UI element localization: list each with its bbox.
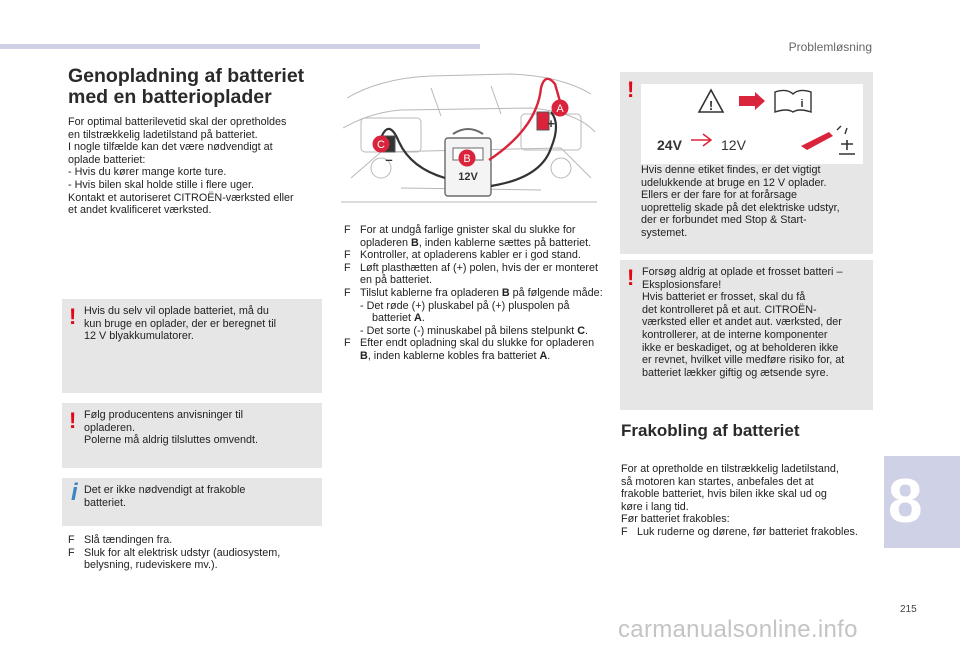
intro-paragraph bbox=[68, 116, 338, 217]
title-line: Genopladning af batteriet bbox=[68, 65, 305, 87]
bullet-icon: F bbox=[621, 525, 628, 538]
text-line: I nogle tilfælde kan det være nødvendigt at bbox=[68, 141, 273, 154]
text-line: Hvis denne etiket findes, er det vigtigt bbox=[641, 164, 821, 176]
condition-item: - Hvis bilen skal holde stille i flere uger. bbox=[68, 178, 255, 191]
text-line: så motoren kan startes, anbefales det at bbox=[621, 475, 814, 488]
minus-symbol-icon: – bbox=[385, 152, 393, 167]
sub-step-item bbox=[360, 325, 604, 338]
label-a: A bbox=[556, 103, 564, 115]
warning-icon: ! bbox=[627, 265, 635, 290]
warning-icon: ! bbox=[69, 304, 77, 329]
text-line: uoprettelig skade på det elektriske udstyr, bbox=[641, 201, 840, 214]
title-line: med en batterioplader bbox=[68, 86, 272, 108]
text-line: værksted eller et andet aut. værksted, der bbox=[642, 316, 842, 329]
ref-label: A bbox=[539, 349, 548, 362]
page-title bbox=[68, 66, 338, 108]
text-line: Før batteriet frakobles: bbox=[621, 513, 730, 526]
label-c: C bbox=[377, 139, 385, 151]
step-text: Løft plasthætten af (+) polen, hvis der er monteret en på batteriet. bbox=[360, 261, 598, 287]
warning-box-label bbox=[620, 72, 873, 254]
label-warning-text bbox=[641, 164, 869, 240]
bullet-icon: F bbox=[68, 546, 75, 559]
text-line: det kontrolleret på et aut. CITROËN- bbox=[642, 303, 817, 316]
ref-label: B bbox=[360, 349, 368, 362]
step-text: . bbox=[585, 324, 589, 337]
text-line: køre i lang tid. bbox=[621, 500, 689, 513]
text-line: ikke er beskadiget, og at beholderen ikke bbox=[642, 341, 839, 354]
ref-label: B bbox=[411, 236, 419, 249]
charger-voltage: 12V bbox=[458, 171, 478, 183]
step-text: Slå tændingen fra. bbox=[84, 534, 173, 546]
step-item bbox=[68, 534, 330, 547]
info-box bbox=[62, 478, 322, 526]
warning-box-frozen bbox=[620, 260, 873, 410]
section-title: Problemløsning bbox=[788, 40, 872, 54]
bullet-icon: F bbox=[344, 261, 351, 274]
section-heading-disconnect: Frakobling af batteriet bbox=[621, 421, 800, 440]
bullet-icon: F bbox=[344, 224, 351, 236]
text-line: er revnet, hvilket ville medføre risiko for, at bbox=[642, 354, 845, 367]
disconnect-paragraph bbox=[621, 463, 877, 539]
step-item bbox=[621, 526, 859, 539]
text-line: Det er ikke nødvendigt at frakoble bbox=[84, 484, 246, 496]
chapter-number: 8 bbox=[888, 467, 923, 536]
warning-icon: ! bbox=[627, 77, 635, 102]
text-line: For at opretholde en tilstrækkelig ladetilstand, bbox=[621, 463, 839, 475]
text-line: Følg producentens anvisninger til bbox=[84, 409, 244, 421]
stop-start-label-image bbox=[641, 84, 863, 164]
warning-box-instructions bbox=[62, 403, 322, 468]
bullet-icon: F bbox=[344, 337, 351, 350]
charger-body bbox=[445, 138, 491, 196]
info-icon: i bbox=[71, 479, 78, 506]
step-item bbox=[344, 262, 604, 287]
step-text: Sluk for alt elektrisk udstyr (audiosystem, belysning, rudeviskere mv.). bbox=[84, 546, 281, 572]
svg-text:i: i bbox=[800, 98, 804, 110]
text-line: frakoble batteriet, hvis bilen ikke skal ud og bbox=[621, 488, 827, 501]
step-text: Tilslut kablerne fra opladeren bbox=[360, 286, 502, 299]
bullet-icon: F bbox=[68, 534, 75, 546]
step-item bbox=[344, 337, 604, 362]
text-line: Ellers er der fare for at forårsage bbox=[641, 189, 798, 202]
step-text: , inden kablerne sættes på batteriet. bbox=[418, 236, 592, 249]
plus-symbol-icon: + bbox=[547, 116, 555, 131]
step-item bbox=[68, 547, 330, 572]
bullet-icon: F bbox=[344, 286, 351, 299]
ref-label: C bbox=[577, 324, 586, 337]
ref-label: B bbox=[501, 286, 510, 299]
bullet-icon: F bbox=[344, 249, 351, 262]
condition-item: - Hvis du kører mange korte ture. bbox=[68, 166, 227, 179]
text-line: kontrollerer, at de interne komponenter bbox=[642, 328, 828, 341]
text-line: et andet kvalificeret værksted. bbox=[68, 204, 212, 217]
step-text: . bbox=[547, 349, 551, 362]
label-24v: 24V bbox=[657, 137, 682, 153]
sub-step-item bbox=[360, 300, 604, 325]
warning-icon: ! bbox=[69, 408, 77, 433]
step-text: For at undgå farlige gnister skal du slukke for opladeren bbox=[360, 224, 576, 249]
label-12v: 12V bbox=[721, 137, 746, 153]
text-line: udelukkende at bruge en 12 V oplader. bbox=[641, 176, 827, 189]
text-line: systemet. bbox=[641, 226, 688, 239]
warning-text bbox=[84, 409, 314, 447]
warning-box-charger-type bbox=[62, 299, 322, 393]
charger-illustration bbox=[341, 68, 597, 210]
text-line: Hvis batteriet er frosset, skal du få bbox=[642, 291, 806, 304]
svg-text:!: ! bbox=[708, 98, 714, 113]
engine-bay-drawing bbox=[341, 68, 597, 210]
middle-steps bbox=[344, 224, 604, 363]
text-line: kun bruge en oplader, der er beregnet til bbox=[84, 317, 277, 330]
step-text: på følgende måde: bbox=[509, 286, 603, 299]
step-text: . bbox=[421, 312, 425, 325]
page-number: 215 bbox=[900, 604, 917, 615]
text-line: 12 V blyakkumulatorer. bbox=[84, 330, 194, 343]
left-steps bbox=[68, 534, 330, 572]
text-line: Polerne må aldrig tilsluttes omvendt. bbox=[84, 434, 259, 447]
text-line: batteriet. bbox=[84, 496, 127, 509]
step-item bbox=[344, 287, 604, 300]
step-text: Luk ruderne og dørene, før batteriet frakobles. bbox=[637, 525, 858, 538]
step-item bbox=[344, 224, 604, 249]
text-line: opladeren. bbox=[84, 421, 136, 434]
step-text: - Det sorte (-) minuskabel på bilens stelpunkt bbox=[360, 324, 578, 337]
step-item bbox=[344, 249, 604, 262]
step-text: - Det røde (+) pluskabel på (+) pluspolen på batteriet bbox=[360, 299, 570, 325]
text-line: Forsøg aldrig at oplade et frosset batteri – bbox=[642, 266, 843, 278]
step-text: , inden kablerne kobles fra batteriet bbox=[367, 349, 540, 362]
step-text: Kontroller, at opladerens kabler er i god stand. bbox=[360, 249, 581, 262]
header-bar bbox=[0, 44, 480, 49]
text-line: batteriet lækker giftig og ætsende syre. bbox=[642, 366, 829, 379]
text-line: der er forbundet med Stop & Start- bbox=[641, 214, 807, 227]
label-b: B bbox=[463, 153, 471, 165]
sub-step-list bbox=[344, 300, 604, 338]
text-line: For optimal batterilevetid skal der opretholdes bbox=[68, 116, 287, 128]
ref-label: A bbox=[414, 312, 422, 325]
frozen-warning-text bbox=[642, 266, 865, 379]
text-line: Kontakt et autoriseret CITROËN-værksted eller bbox=[68, 191, 294, 204]
watermark: carmanualsonline.info bbox=[618, 616, 858, 643]
warning-text bbox=[84, 305, 314, 343]
text-line: oplade batteriet: bbox=[68, 153, 146, 166]
text-line: en tilstrækkelig ladetilstand på batteriet. bbox=[68, 128, 258, 141]
step-text: Efter endt opladning skal du slukke for opladeren bbox=[360, 337, 595, 350]
chapter-tab bbox=[884, 456, 960, 548]
text-line: Eksplosionsfare! bbox=[642, 278, 722, 291]
info-text bbox=[84, 484, 314, 509]
text-line: Hvis du selv vil oplade batteriet, må du bbox=[84, 305, 269, 317]
